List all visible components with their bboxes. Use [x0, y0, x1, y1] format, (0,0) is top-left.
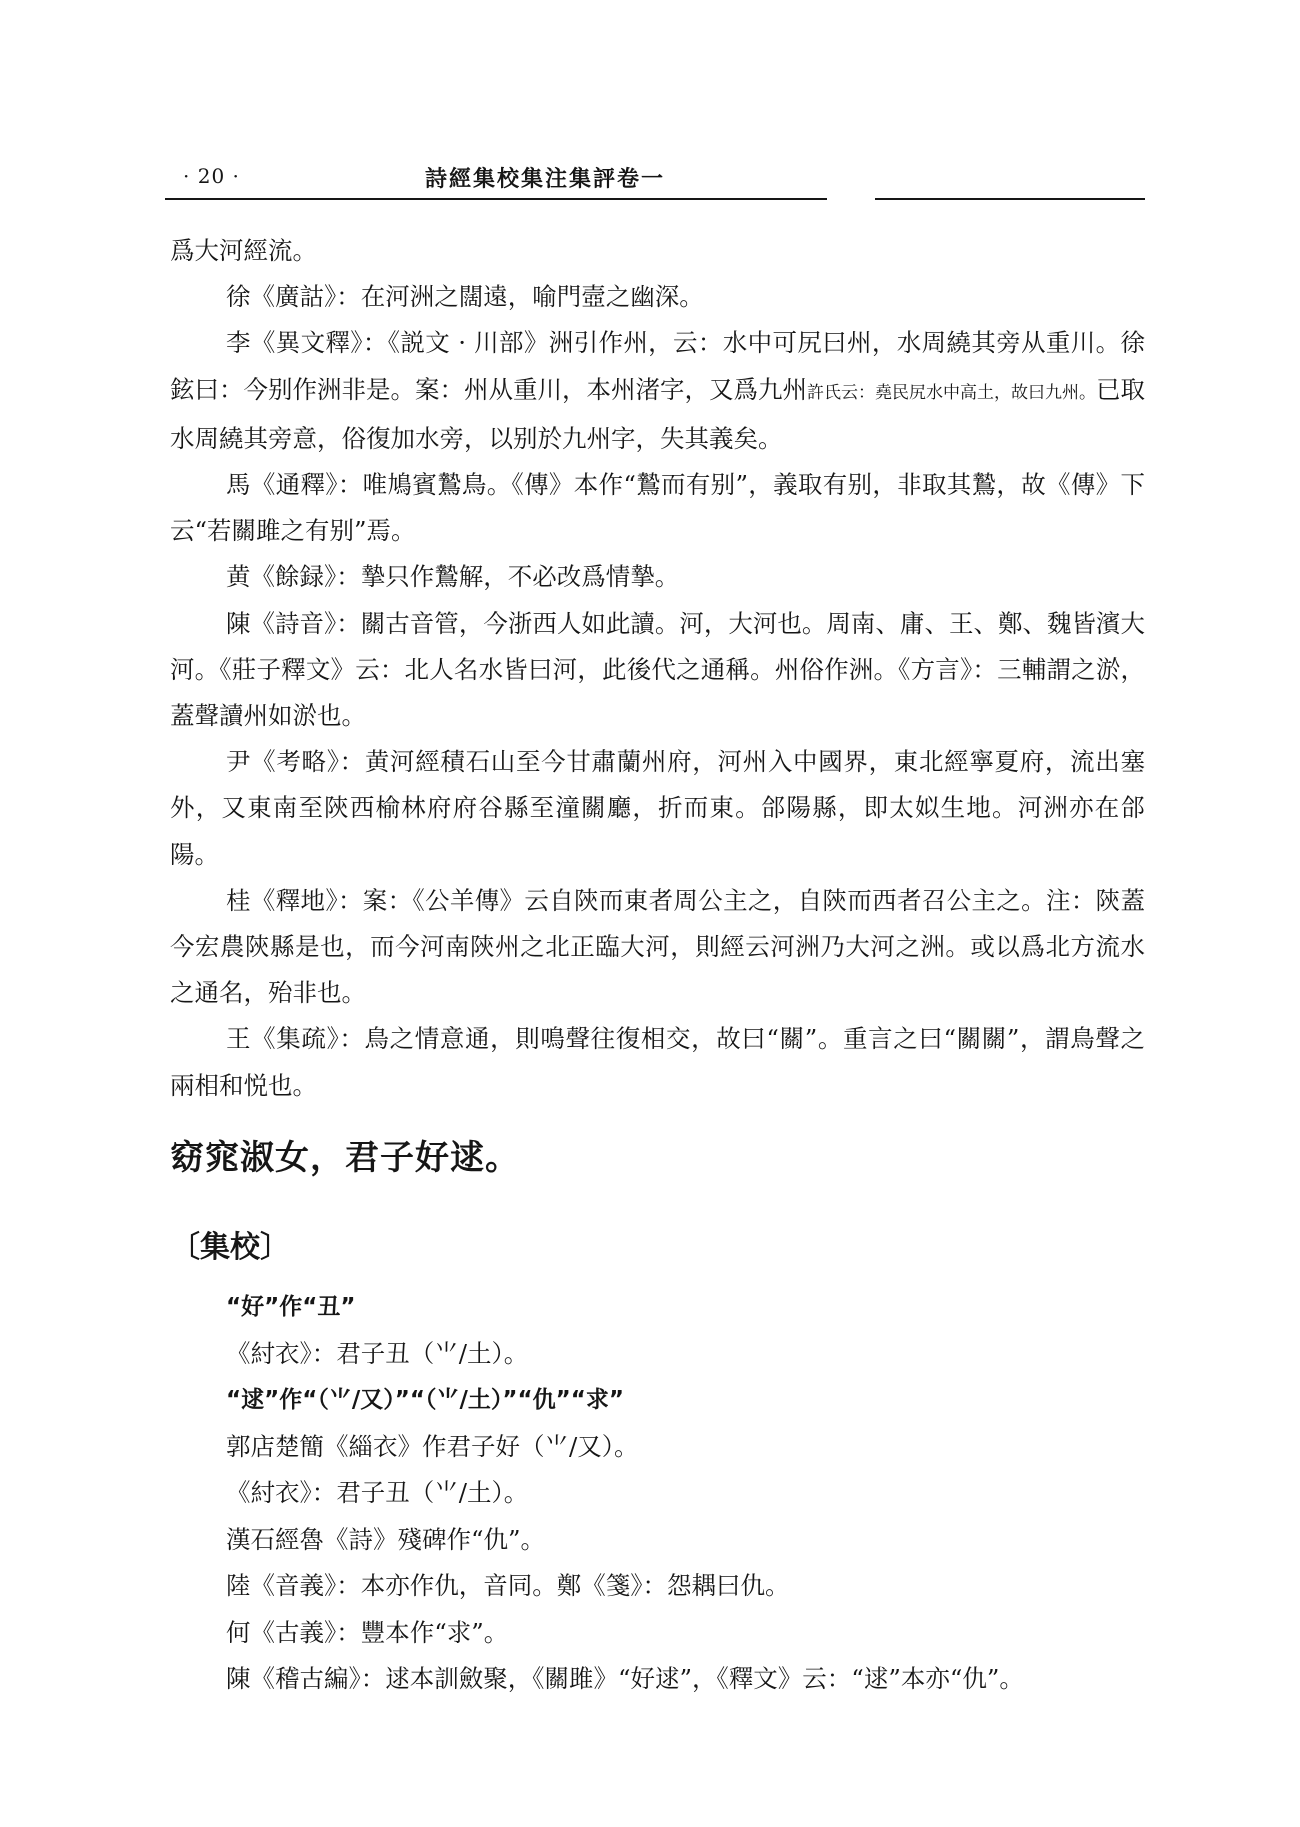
commentary-paragraph: 爲大河經流。 [170, 236, 317, 265]
commentary-paragraph [170, 320, 1145, 462]
commentary-paragraph: 徐《廣詁》：在河洲之闊遠，喻門壼之幽深。 [226, 282, 704, 312]
collation-line: 郭店楚簡《緇衣》作君子好（⺌/又）。 [226, 1431, 639, 1461]
verse-line: 窈窕淑女，君子好逑。 [170, 1138, 520, 1178]
collation-block [226, 1284, 1146, 1703]
commentary-paragraph: 桂《釋地》：案：《公羊傳》云自陝而東者周公主之，自陝而西者召公主之。注：陝蓋今宏農陝縣是也，而今河南陝州之北正臨大河，則經云河洲乃大河之洲。或以爲北方流水之通名，殆非也。 [170, 885, 1145, 1008]
commentary-paragraph: 尹《考略》：黄河經積石山至今甘肅蘭州府，河州入中國界，東北經寧夏府，流出塞外，又東南至陝西榆林府府谷縣至潼關廳，折而東。郃陽縣，即太姒生地。河洲亦在郃陽。 [170, 747, 1145, 869]
collation-line: 《紂衣》：君子丑（⺌/土）。 [226, 1478, 529, 1507]
section-title: 〔集校〕 [170, 1230, 290, 1265]
page-header [165, 160, 1145, 200]
page-number: · 20 · [183, 164, 240, 188]
collation-heading: “逑”作“（⺌/又）”“（⺌/土）”“仇”“求” [226, 1387, 624, 1413]
collation-line: 《紂衣》：君子丑（⺌/土）。 [226, 1338, 529, 1368]
running-title: 詩經集校集注集評卷一 [424, 167, 665, 192]
commentary-text: 李《異文釋》：《説文 · 川部》洲引作州，云：水中可尻曰州，水周繞其旁从重川。徐鉉曰：今别作洲非是。案：州从重川，本州渚字，又爲九州 [170, 328, 1145, 404]
commentary-paragraph: 陳《詩音》：關古音管，今浙西人如此讀。河，大河也。周南、庸、王、鄭、魏皆濱大河。《莊子釋文》云：北人名水皆曰河，此後代之通稱。州俗作洲。《方言》：三輔謂之淤，蓋聲讀州如淤也。 [170, 608, 1145, 731]
commentary-paragraph: 王《集疏》：鳥之情意通，則鳴聲往復相交，故曰“關”。重言之曰“關關”，謂鳥聲之兩相和悦也。 [170, 1024, 1145, 1100]
header-rule-left [165, 198, 827, 200]
collation-line: 漢石經魯《詩》殘碑作“仇”。 [226, 1524, 546, 1554]
collation-line: 陳《稽古編》：逑本訓斂聚，《關雎》“好逑”，《釋文》云：“逑”本亦“仇”。 [226, 1664, 1024, 1693]
collation-line: 何《古義》：豐本作“求”。 [226, 1617, 509, 1647]
header-rule-right [875, 198, 1145, 200]
commentary-paragraph: 馬《通釋》：唯鳩賓鷙鳥。《傳》本作“鷙而有别”，義取有别，非取其鷙，故《傳》下云“若關雎之有别”焉。 [170, 470, 1145, 546]
inline-note: 許氏云：堯民尻水中高土，故曰九州。 [807, 382, 1096, 403]
commentary-block [170, 228, 1145, 1109]
collation-heading: “好”作“丑” [226, 1294, 356, 1320]
commentary-text: 已取水周繞其旁意，俗復加水旁，以别於九州字，失其義矣。 [170, 374, 1145, 453]
commentary-paragraph: 黄《餘録》：摯只作鷙解，不必改爲情摯。 [226, 562, 680, 592]
collation-line: 陸《音義》：本亦作仇，音同。鄭《箋》：怨耦曰仇。 [226, 1571, 790, 1600]
